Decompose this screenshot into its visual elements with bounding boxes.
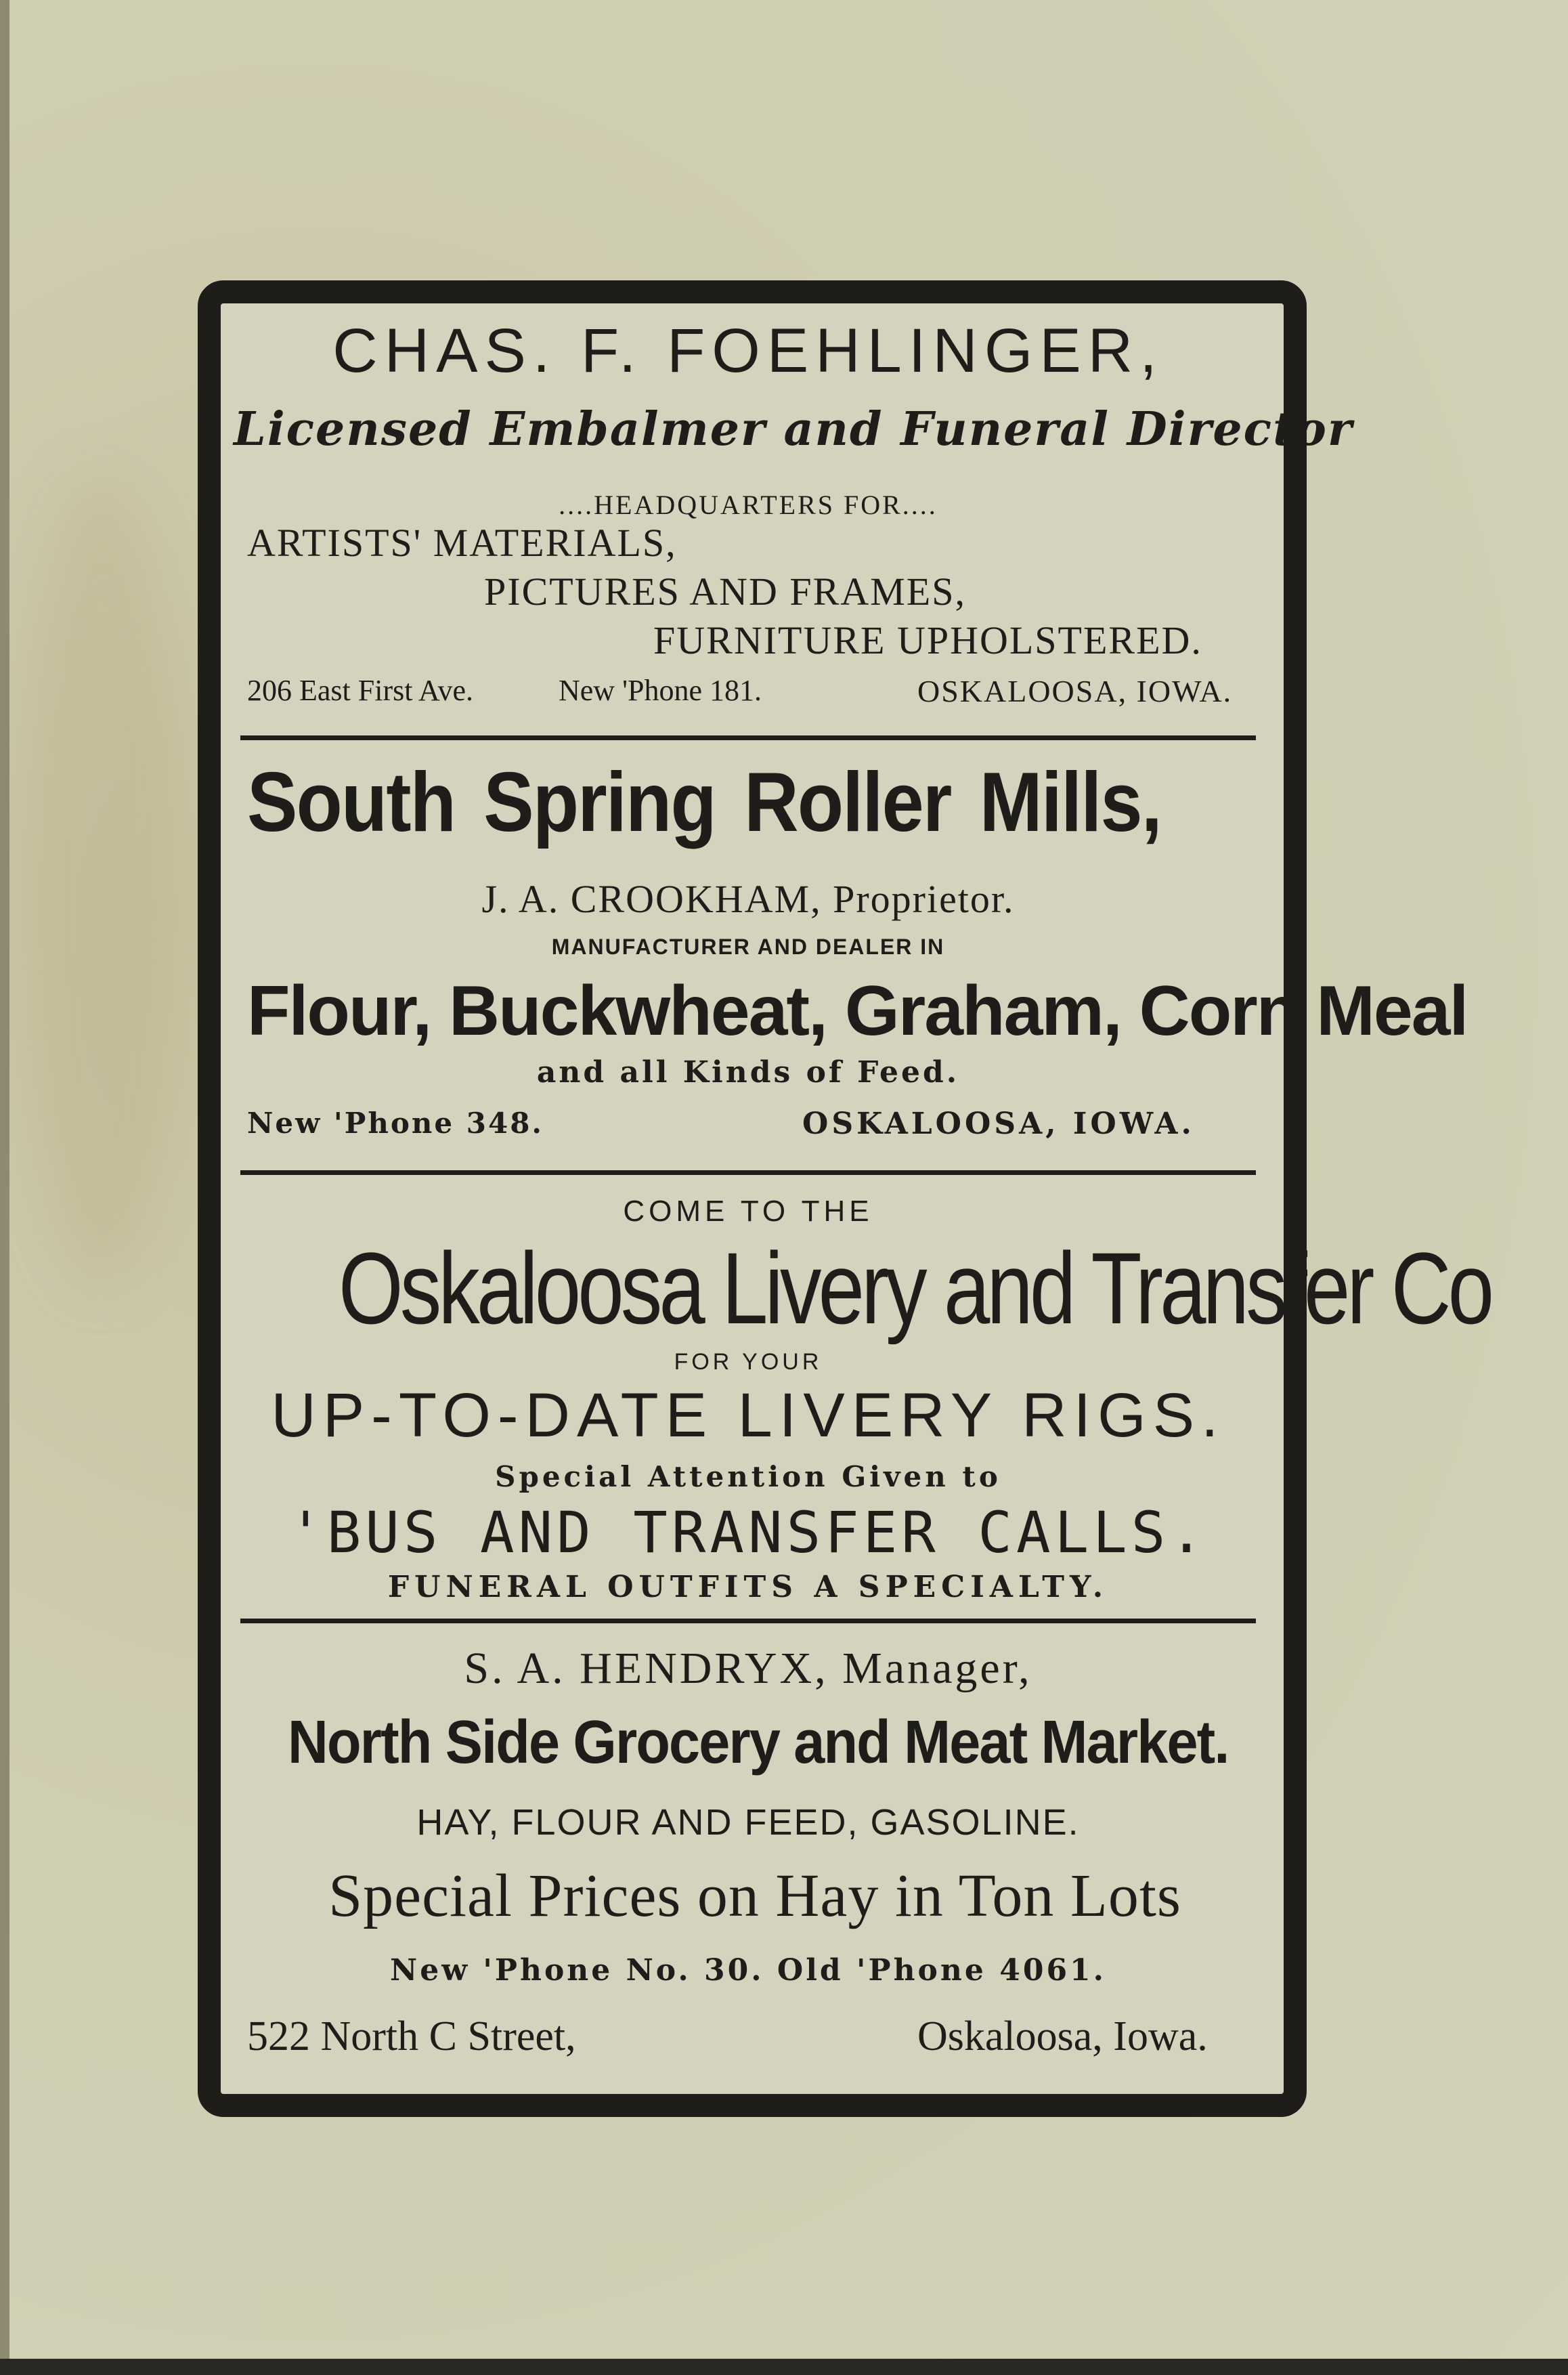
page-edge-left [0,0,9,2375]
ad4-manager: S. A. HENDRYX, Manager, [464,1644,1032,1693]
ad1-line2: PICTURES AND FRAMES, [484,570,966,614]
ad1-address: 206 East First Ave. [247,674,474,707]
paper-stain [20,474,183,1287]
ad2-name-word: Mills, [979,756,1161,849]
ad1-headquarters: ....HEADQUARTERS FOR.... [559,490,938,520]
ad1-city: OSKALOOSA, IOWA. [917,674,1233,708]
ad4-street: 522 North C Street, [247,2013,576,2059]
ad3-funeral: FUNERAL OUTFITS A SPECIALTY. [387,1570,1109,1604]
ad4-goods: HAY, FLOUR AND FEED, GASOLINE. [416,1802,1080,1843]
ad3-special: Special Attention Given to [495,1460,1001,1493]
ad3-rigs: UP-TO-DATE LIVERY RIGS. [271,1381,1225,1450]
divider-2 [240,1170,1256,1175]
divider-1 [240,735,1256,740]
ad2-name-word: South [247,756,456,849]
ad1-phone: New 'Phone 181. [559,674,762,707]
ad4-name: North Side Grocery and Meat Market. [288,1709,1229,1776]
page-edge-bottom [0,2359,1568,2375]
ad3-name: Oskaloosa Livery and Transfer Co [339,1231,1491,1345]
ad2-feed: and all Kinds of Feed. [536,1055,960,1090]
ad2-products: Flour, Buckwheat, Graham, Corn Meal [247,972,1468,1050]
advertisement-panel [234,302,1491,2097]
ad2-name-word: Spring [483,756,716,849]
ad1-line3: FURNITURE UPHOLSTERED. [653,618,1202,662]
ad2-name [247,754,1161,851]
ad2-phone: New 'Phone 348. [247,1107,544,1140]
ad2-proprietor: J. A. CROOKHAM, Proprietor. [481,877,1015,921]
ad2-name-word: Roller [744,756,951,849]
ad1-title: Licensed Embalmer and Funeral Director [234,402,1353,456]
ad3-come: COME TO THE [623,1195,873,1228]
ad3-bus: 'BUS AND TRANSFER CALLS. [288,1499,1208,1566]
ad4-city: Oskaloosa, Iowa. [917,2013,1208,2059]
ad1-line1: ARTISTS' MATERIALS, [247,521,677,565]
ad4-prices: Special Prices on Hay in Ton Lots [328,1862,1181,1929]
ad1-name: CHAS. F. FOEHLINGER, [332,316,1164,385]
ad2-manufacturer: MANUFACTURER AND DEALER IN [551,935,945,959]
ad3-for-your: FOR YOUR [674,1349,823,1375]
ad2-city: OSKALOOSA, IOWA. [802,1107,1195,1141]
divider-3 [240,1619,1256,1623]
ad4-phones: New 'Phone No. 30. Old 'Phone 4061. [389,1953,1106,1988]
